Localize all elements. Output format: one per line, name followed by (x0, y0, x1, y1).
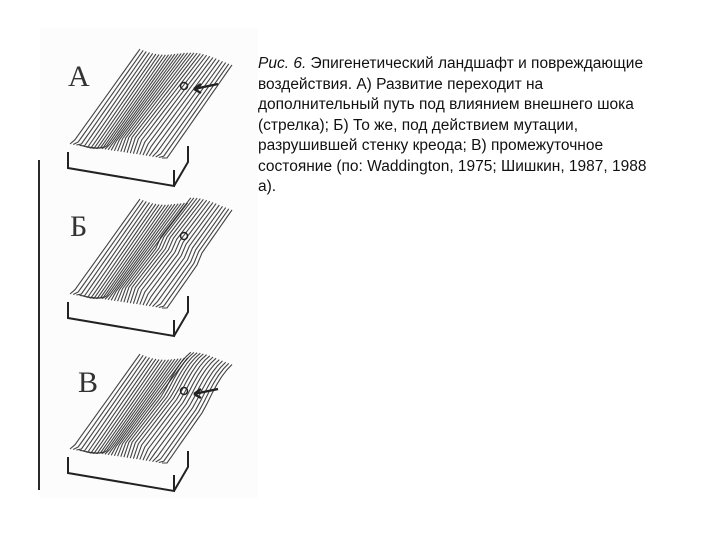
landscape-base-outline (68, 296, 188, 336)
figure-caption (258, 54, 658, 198)
figure-caption-text: Эпигенетический ландшафт и повреждающие воздействия. А) Развитие переходит на дополнительный путь под влиянием внешнего шока (стрелка); Б) То же, под действием мутации, разрушившей стенку креода; В) промежуточное состояние (по: Waddington, 1975; Шишкин, 1987, 1988 а). (258, 55, 647, 195)
landscape-base-outline (68, 146, 188, 186)
landscape-base-outline (68, 451, 188, 491)
figure-caption-label: Рис. 6. (258, 55, 307, 72)
landscape-contour-line (146, 358, 216, 460)
panel-label-c: В (78, 366, 99, 399)
panel-label-a: А (68, 60, 90, 93)
scan-page-edge (38, 160, 40, 490)
shock-arrow-icon (194, 84, 218, 93)
panel-label-b: Б (70, 210, 88, 243)
ball-icon (181, 83, 188, 90)
